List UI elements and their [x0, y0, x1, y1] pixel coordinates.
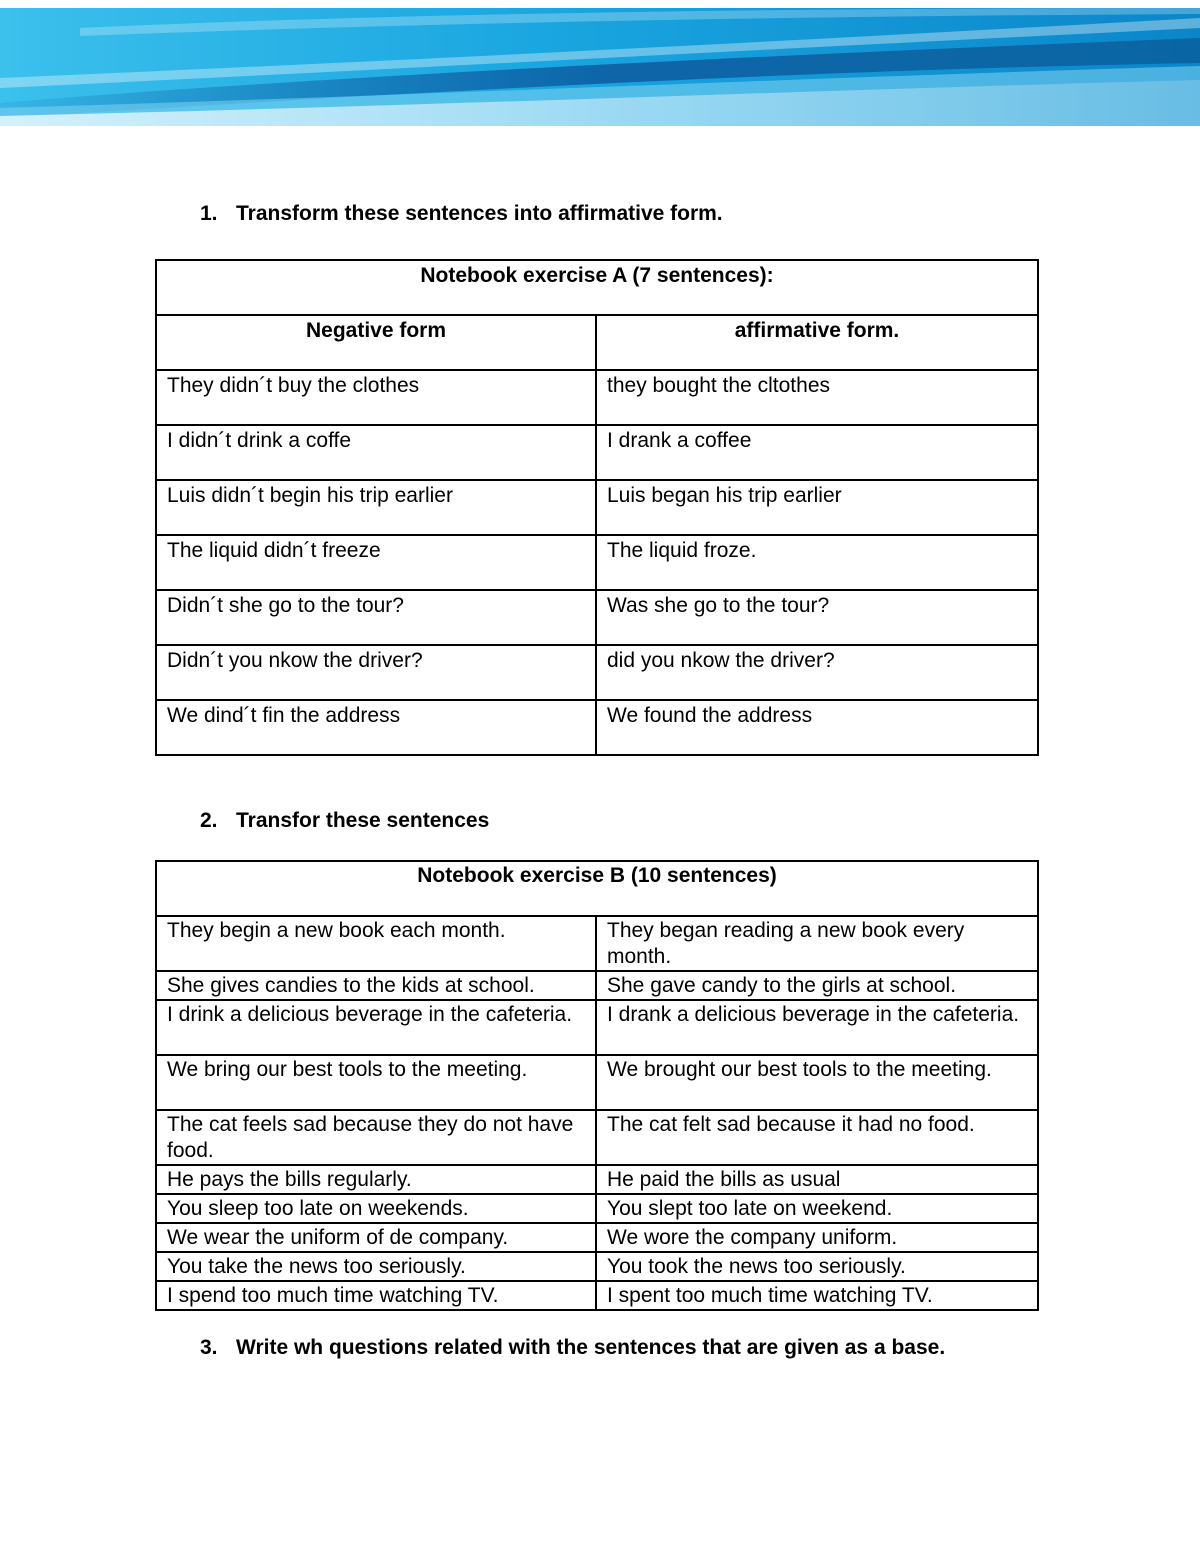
section-2-title: Transfor these sentences	[236, 809, 490, 832]
table-row	[156, 1281, 1038, 1310]
table-row	[156, 1223, 1038, 1252]
original-sentence-cell: She gives candies to the kids at school.	[156, 971, 596, 1000]
exercise-a-title: Notebook exercise A (7 sentences):	[156, 260, 1038, 315]
affirmative-cell: We found the address	[596, 700, 1038, 755]
table-row	[156, 1110, 1038, 1165]
table-row	[156, 1252, 1038, 1281]
section-2-number: 2.	[200, 809, 218, 832]
original-sentence-cell: The cat feels sad because they do not have food.	[156, 1110, 596, 1165]
original-sentence-cell: You take the news too seriously.	[156, 1252, 596, 1281]
table-row	[156, 700, 1038, 755]
original-sentence-cell: I spend too much time watching TV.	[156, 1281, 596, 1310]
negative-cell: We dind´t fin the address	[156, 700, 596, 755]
negative-cell: Luis didn´t begin his trip earlier	[156, 480, 596, 535]
affirmative-cell: The liquid froze.	[596, 535, 1038, 590]
affirmative-cell: did you nkow the driver?	[596, 645, 1038, 700]
original-sentence-cell: I drink a delicious beverage in the cafeteria.	[156, 1000, 596, 1055]
table-row	[156, 645, 1038, 700]
exercise-b-title: Notebook exercise B (10 sentences)	[156, 861, 1038, 916]
transformed-sentence-cell: She gave candy to the girls at school.	[596, 971, 1038, 1000]
table-row	[156, 1194, 1038, 1223]
affirmative-cell: they bought the cltothes	[596, 370, 1038, 425]
table-row	[156, 971, 1038, 1000]
table-row	[156, 425, 1038, 480]
transformed-sentence-cell: They began reading a new book every month.	[596, 916, 1038, 971]
original-sentence-cell: You sleep too late on weekends.	[156, 1194, 596, 1223]
table-row	[156, 1165, 1038, 1194]
transformed-sentence-cell: You slept too late on weekend.	[596, 1194, 1038, 1223]
transformed-sentence-cell: The cat felt sad because it had no food.	[596, 1110, 1038, 1165]
section-1-heading	[200, 202, 723, 226]
table-row	[156, 1000, 1038, 1055]
original-sentence-cell: They begin a new book each month.	[156, 916, 596, 971]
transformed-sentence-cell: I spent too much time watching TV.	[596, 1281, 1038, 1310]
exercise-a-table	[155, 259, 1039, 756]
negative-cell: Didn´t she go to the tour?	[156, 590, 596, 645]
column-header-negative: Negative form	[156, 315, 596, 370]
negative-cell: They didn´t buy the clothes	[156, 370, 596, 425]
original-sentence-cell: We bring our best tools to the meeting.	[156, 1055, 596, 1110]
table-row	[156, 916, 1038, 971]
negative-cell: Didn´t you nkow the driver?	[156, 645, 596, 700]
section-3-number: 3.	[200, 1336, 218, 1359]
table-row	[156, 1055, 1038, 1110]
negative-cell: The liquid didn´t freeze	[156, 535, 596, 590]
negative-cell: I didn´t drink a coffe	[156, 425, 596, 480]
section-3-heading	[200, 1336, 945, 1360]
header-banner	[0, 8, 1200, 126]
affirmative-cell: Luis began his trip earlier	[596, 480, 1038, 535]
section-1-number: 1.	[200, 202, 218, 225]
table-row	[156, 535, 1038, 590]
table-row	[156, 590, 1038, 645]
table-row	[156, 370, 1038, 425]
transformed-sentence-cell: He paid the bills as usual	[596, 1165, 1038, 1194]
transformed-sentence-cell: I drank a delicious beverage in the cafeteria.	[596, 1000, 1038, 1055]
transformed-sentence-cell: We wore the company uniform.	[596, 1223, 1038, 1252]
exercise-b-table	[155, 860, 1039, 1311]
affirmative-cell: I drank a coffee	[596, 425, 1038, 480]
original-sentence-cell: We wear the uniform of de company.	[156, 1223, 596, 1252]
table-title-row	[156, 260, 1038, 315]
table-row	[156, 480, 1038, 535]
section-1-title: Transform these sentences into affirmative form.	[236, 202, 723, 225]
original-sentence-cell: He pays the bills regularly.	[156, 1165, 596, 1194]
transformed-sentence-cell: We brought our best tools to the meeting.	[596, 1055, 1038, 1110]
section-2-heading	[200, 809, 489, 833]
affirmative-cell: Was she go to the tour?	[596, 590, 1038, 645]
column-header-affirmative: affirmative form.	[596, 315, 1038, 370]
table-title-row	[156, 861, 1038, 916]
table-header-row	[156, 315, 1038, 370]
transformed-sentence-cell: You took the news too seriously.	[596, 1252, 1038, 1281]
section-3-title: Write wh questions related with the sentences that are given as a base.	[236, 1336, 946, 1359]
